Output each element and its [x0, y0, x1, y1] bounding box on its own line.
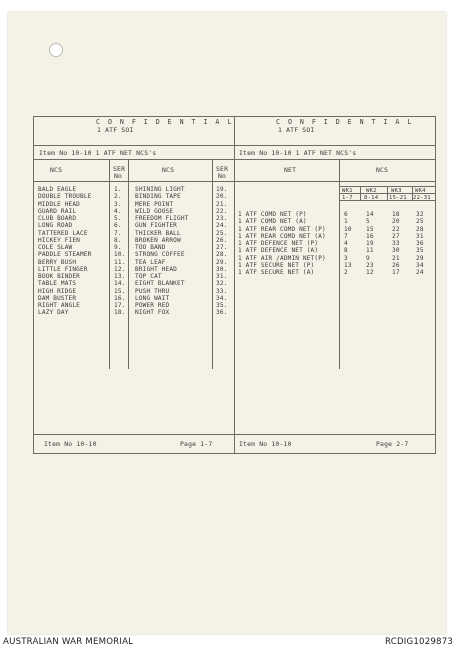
ncs-cell: RIGHT ANGLE [38, 302, 81, 309]
net-cell: 1 ATF DEFENCE NET (P) [238, 240, 319, 247]
net-column [238, 211, 326, 276]
ncs-cell: COLE SLAW [38, 244, 73, 251]
net-cell: 1 ATF AIR /ADMIN NET(P) [238, 254, 326, 262]
ser-cell: 14. [114, 280, 126, 288]
ncs-cell: PADDLE STEAMER [38, 251, 92, 259]
ncs-cell: BINDING TAPE [135, 193, 181, 201]
wk4-column [416, 211, 424, 276]
ncs-cell: MERE POINT [135, 200, 174, 208]
ncs-cell: DOUBLE TROUBLE [38, 193, 92, 201]
right-unit: 1 ATF SOI [278, 126, 315, 134]
ncs-cell: GUN FIGHTER [135, 222, 178, 230]
week-days-label: 15-21 [389, 195, 407, 201]
ncs-number: 14 [366, 211, 374, 218]
col-rule-3 [212, 159, 213, 369]
ser-cell: 16. [114, 294, 126, 302]
table-border-left [33, 116, 34, 454]
ser-cell: 13. [114, 273, 126, 280]
ncs-number: 9 [366, 254, 370, 262]
ncs-number: 23 [366, 261, 374, 269]
ncs-cell: HIGH RIDGE [38, 287, 77, 295]
col-header-ser: SER [113, 165, 126, 173]
ser-cell: 4. [114, 207, 122, 215]
ncs-cell: LITTLE FINGER [38, 265, 88, 273]
col-header-ncs-2: NCS [162, 166, 175, 174]
ncs-cell: HICKEY FIEN [38, 236, 81, 244]
ser-cell: 11. [114, 258, 126, 266]
ser-cell: 18. [114, 309, 126, 317]
ncs-number: 20 [392, 218, 400, 226]
ser-cell: 24. [216, 222, 228, 230]
ser-cell: 6. [114, 222, 122, 230]
net-cell: 1 ATF COMD NET (P) [238, 211, 307, 218]
ser-cell: 34. [216, 294, 228, 302]
footer-rule [33, 434, 436, 435]
ncs-number: 2 [344, 269, 348, 276]
net-cell: 1 ATF DEFENCE NET (A) [238, 247, 319, 255]
ncs-column-2 [135, 186, 188, 317]
ser-cell: 5. [114, 215, 122, 222]
net-cell: 1 ATF SECURE NET (A) [238, 269, 315, 276]
ncs-cell: BALD EAGLE [38, 186, 77, 193]
ncs-cell: BOOK BINDER [38, 273, 81, 280]
left-footer-page: Page 1-7 [180, 440, 213, 448]
ncs-number: 7 [344, 232, 348, 240]
right-footer-page: Page 2-7 [376, 440, 409, 448]
ser-cell: 32. [216, 280, 228, 288]
col-header-ser-2: SER [216, 165, 229, 173]
ser-cell: 12. [114, 265, 126, 273]
week-label: WK4 [415, 188, 426, 194]
ncs-number: 1 [344, 218, 348, 226]
ser-cell: 9. [114, 244, 122, 251]
ncs-cell: POWER RED [135, 302, 170, 309]
ser-cell: 26. [216, 236, 228, 244]
ncs-cell: FREEDOM FLIGHT [135, 215, 189, 222]
ser-cell: 23. [216, 215, 228, 222]
ncs-cell: LONG WAIT [135, 294, 170, 302]
ncs-cell: PUSH THRU [135, 287, 170, 295]
ncs-cell: STRONG COFFEE [135, 251, 185, 259]
ncs-number: 13 [344, 261, 352, 269]
col-rule-1 [109, 159, 110, 369]
ncs-cell: DAM BUSTER [38, 294, 77, 302]
ser-cell: 8. [114, 236, 122, 244]
ncs-cell: LAZY DAY [38, 309, 69, 317]
ser-cell: 36. [216, 309, 228, 317]
ser-cell: 28. [216, 251, 228, 259]
wk3-column [392, 211, 400, 276]
ser-cell: 21. [216, 200, 228, 208]
right-item-line: Item No 10-10 1 ATF NET NCS's [239, 149, 357, 157]
ncs-number: 36 [416, 240, 424, 247]
ser-cell: 19. [216, 186, 228, 193]
ncs-cell: LONG ROAD [38, 222, 73, 230]
ser-cell: 33. [216, 287, 228, 295]
ncs-number: 26 [392, 261, 400, 269]
ser-cell: 2. [114, 193, 122, 201]
ncs-cell: BROKEN ARROW [135, 236, 181, 244]
col-rule-4 [339, 159, 340, 369]
ncs-number: 35 [416, 247, 424, 255]
net-cell: 1 ATF SECURE NET (P) [238, 261, 315, 269]
ncs-cell: BRIGHT HEAD [135, 265, 178, 273]
ncs-cell: TABLE MATS [38, 280, 77, 288]
col-header-net: NET [284, 166, 297, 174]
left-classification: C O N F I D E N T I A L [96, 118, 234, 126]
ser-cell: 7. [114, 229, 122, 237]
ncs-number: 11 [366, 247, 374, 255]
ncs-number: 4 [344, 240, 348, 247]
ncs-column-1 [38, 186, 91, 317]
ncs-number: 25 [416, 218, 424, 226]
right-classification: C O N F I D E N T I A L [276, 118, 414, 126]
ncs-cell: TEA LEAF [135, 258, 166, 266]
ncs-number: 31 [416, 232, 424, 240]
ser-cell: 20. [216, 193, 228, 201]
ncs-cell: GUARD RAIL [38, 207, 77, 215]
ncs-cell: TATTERED LACE [38, 229, 88, 237]
ser-cell: 17. [114, 302, 126, 309]
right-footer-item: Item No 10-10 [239, 440, 292, 448]
ncs-cell: NIGHT FOX [135, 309, 170, 317]
ncs-cell: BERRY BUSH [38, 258, 77, 266]
item-rule [33, 159, 436, 160]
archive-reference: RCDIG1029873 [385, 637, 454, 647]
ncs-number: 6 [344, 211, 348, 218]
ser-cell: 29. [216, 258, 228, 266]
week-label: WK1 [342, 188, 353, 194]
net-cell: 1 ATF COMD NET (A) [238, 218, 307, 226]
ser-cell: 10. [114, 251, 126, 259]
ncs-number: 28 [416, 225, 424, 233]
header-rule [33, 181, 436, 182]
ser-cell: 30. [216, 265, 228, 273]
week-label: WK3 [391, 188, 402, 194]
ncs-cell: WILD GOOSE [135, 207, 174, 215]
ser-cell: 1. [114, 186, 122, 193]
ser-cell: 31. [216, 273, 228, 280]
punch-hole [49, 43, 63, 57]
left-unit: 1 ATF SOI [97, 126, 134, 134]
ncs-number: 34 [416, 261, 424, 269]
ncs-number: 33 [392, 240, 400, 247]
left-footer-item: Item No 10-10 [44, 440, 97, 448]
week-days-label: 22-31 [413, 195, 431, 201]
ncs-cell: TOP CAT [135, 273, 162, 280]
week-label: WK2 [366, 188, 377, 194]
ser-cell: 3. [114, 200, 122, 208]
ncs-cell: SHINING LIGHT [135, 186, 185, 193]
ncs-number: 5 [366, 218, 370, 226]
ncs-number: 3 [344, 254, 348, 262]
week-days-label: 1-7 [342, 195, 353, 201]
ser-cell: 15. [114, 287, 126, 295]
ncs-number: 30 [392, 247, 400, 255]
ncs-cell: THICKER BALL [135, 229, 181, 237]
ncs-number: 15 [366, 225, 374, 233]
ser-cell: 25. [216, 229, 228, 237]
ncs-number: 18 [392, 211, 400, 218]
col-rule-2 [128, 159, 129, 369]
week-days-label: 8-14 [364, 195, 379, 201]
ncs-number: 17 [392, 269, 400, 276]
ser-cell: 22. [216, 207, 228, 215]
net-cell: 1 ATF REAR COMD NET (A) [238, 232, 326, 240]
ncs-cell: CLUB BOARD [38, 215, 77, 222]
page-divider [234, 116, 235, 454]
ser-column-2 [216, 186, 227, 317]
ncs-number: 24 [416, 269, 424, 276]
archive-source: AUSTRALIAN WAR MEMORIAL [3, 637, 134, 647]
col-header-ncs-right: NCS [376, 166, 389, 174]
table-border-right [435, 116, 436, 454]
week-header-rule-top [339, 186, 436, 187]
ncs-number: 22 [392, 225, 400, 233]
ncs-number: 8 [344, 247, 348, 255]
ncs-number: 12 [366, 269, 374, 276]
ncs-number: 27 [392, 232, 400, 240]
ncs-number: 32 [416, 211, 424, 218]
col-header-ncs: NCS [50, 166, 63, 174]
ser-cell: 27. [216, 244, 228, 251]
ncs-number: 19 [366, 240, 374, 247]
ncs-cell: EIGHT BLANKET [135, 280, 185, 288]
left-item-line: Item No 10-10 1 ATF NET NCS's [39, 149, 157, 157]
ser-column-1 [114, 186, 125, 317]
wk2-column [366, 211, 374, 276]
ncs-number: 29 [416, 254, 424, 262]
net-cell: 1 ATF REAR COMD NET (P) [238, 225, 326, 233]
ncs-number: 16 [366, 232, 374, 240]
ser-cell: 35. [216, 302, 228, 309]
col-header-no-2: No [218, 172, 227, 180]
ncs-number: 10 [344, 225, 352, 233]
col-header-ser-no: No [114, 172, 123, 180]
wk1-column [344, 211, 352, 276]
ncs-cell: MIDDLE HEAD [38, 200, 81, 208]
ncs-number: 21 [392, 254, 400, 262]
title-rule [33, 145, 436, 146]
document-page [8, 12, 446, 634]
ncs-cell: TOO BAND [135, 244, 166, 251]
